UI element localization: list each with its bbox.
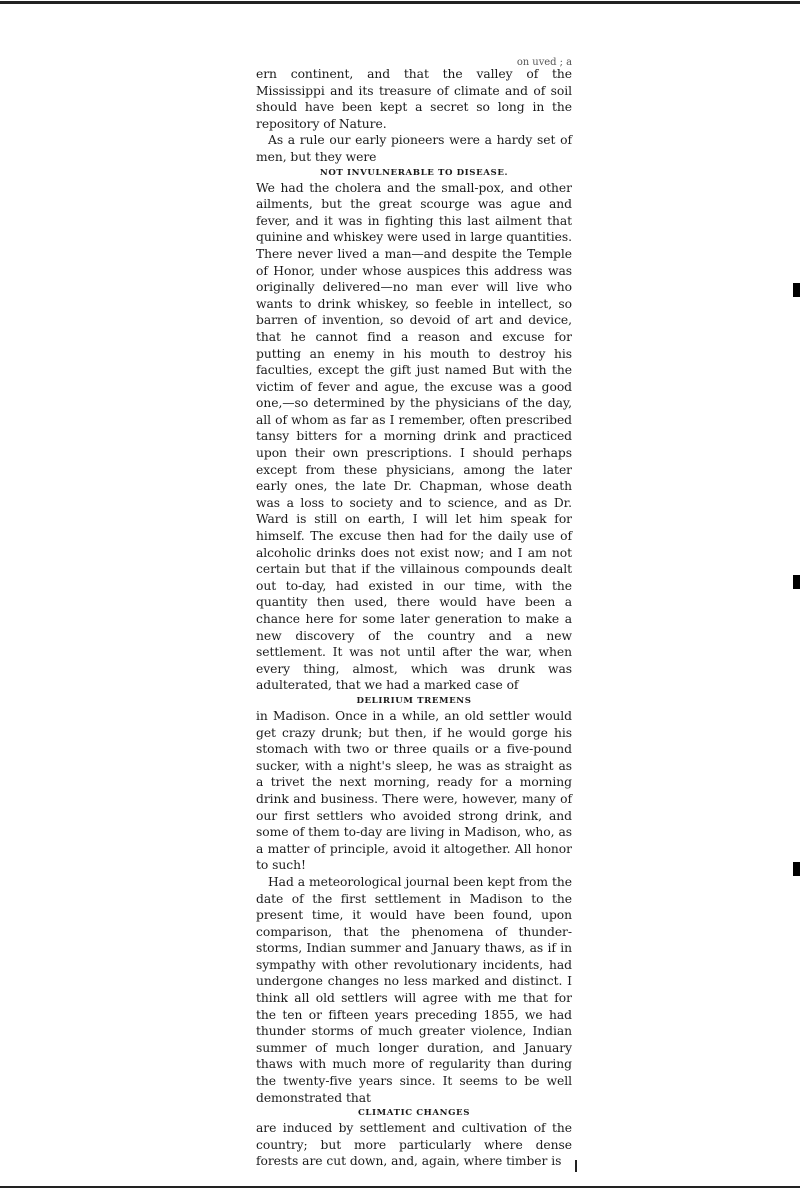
heading-climatic-changes: CLIMATIC CHANGES [357,1108,471,1119]
paragraph-madison: in Madison. Once in a while, an old settler would get crazy drunk; but then, if he would gorge his stomach with two or three quails or a five-pound sucker, with a night's sleep, he was as straight as a trivet the next morning, ready for a morning drink and business. There were, however, many of our first settlers who avoided strong drink, and some of them to-day are living in Madison, who, as a matter of principle, avoid it altogether. All honor to such! [256,708,572,873]
article-column [256,57,572,1174]
partial-top-line: on uved ; a [516,57,572,68]
heading-not-invulnerable: NOT INVULNERABLE TO DISEASE. [319,167,509,178]
heading-delirium-tremens: DELIRIUM TREMENS [356,695,472,706]
registration-mark-middle [793,575,800,589]
paragraph-meteorological: Had a meteorological journal been kept from the date of the first settlement in Madison to the present time, it would have been found, upon comparison, that the phenomena of thunder-storms, Indian summer and January thaws, as if in sympathy with other revolutionary incidents, had undergone changes no less marked and distinct. I think all old settlers will agree with me that for the ten or fifteen years preceding 1855, we had thunder storms of much greater violence, Indian summer of much longer duration, and January thaws with much more of regularity than during the twenty-five years since. It seems to be well demonstrated that [256,874,572,1105]
page-bottom-edge [0,1186,800,1188]
paragraph-continent: ern continent, and that the valley of the Mississippi and its treasure of climate and of soil should have been kept a secret so long in the repository of Nature. [256,67,572,131]
column-rule [575,1160,577,1172]
paragraph-diseases: We had the cholera and the small-pox, and other ailments, but the great scourge was ague and fever, and it was in fighting this last ailment that quinine and whiskey were used in large quantities. There never lived a man—and despite the Temple of Honor, under whose auspices this address was originally delivered—no man ever will live who wants to drink whiskey, so feeble in intellect, so barren of invention, so devoid of art and device, that he cannot find a reason and excuse for putting an enemy in his mouth to destroy his faculties, except the gift just named But with the victim of fever and ague, the excuse was a good one,—so determined by the physicians of the day, all of whom as far as I remember, often prescribed tansy bitters for a morning drink and practiced upon their own prescriptions. I should perhaps except from these physicians, among the later early ones, the late Dr. Chapman, whose death was a loss to society and to science, and as Dr. Ward is still on earth, I will let him speak for himself. The excuse then had for the daily use of alcoholic drinks does not exist now; and I am not certain but that if the villainous compounds dealt out to-day, had existed in our time, with the quantity then used, there would have been a chance here for some later generation to make a new discovery of the country and a new settlement. It was not until after the war, when every thing, almost, which was drunk was adulterated, that we had a marked case of [256,180,572,693]
paragraph-settlement: are induced by settlement and cultivation of the country; but more particularly where dense forests are cut down, and, again, where timber is [256,1121,572,1169]
registration-mark-upper [793,283,800,297]
registration-mark-lower [793,862,800,876]
page-top-edge [0,1,800,4]
paragraph-pioneers: As a rule our early pioneers were a hardy set of men, but they were [256,133,572,164]
